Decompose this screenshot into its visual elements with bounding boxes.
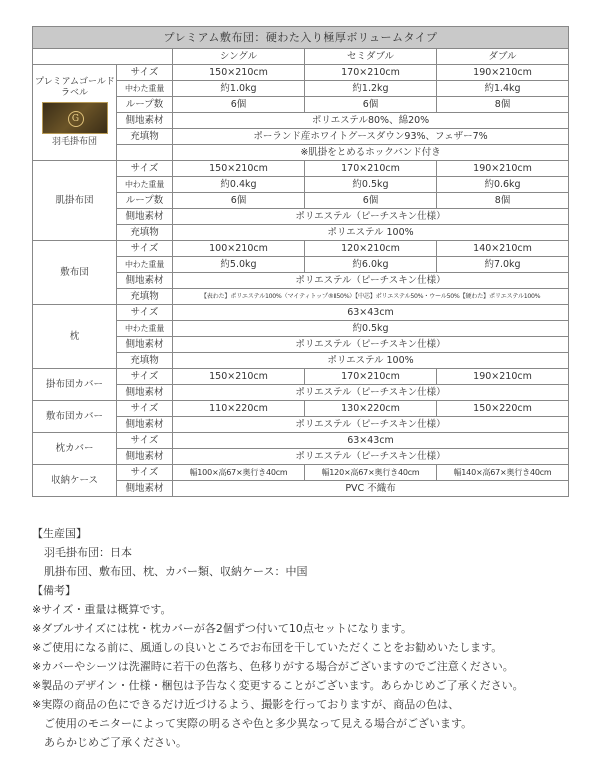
- cell-value: 170×210cm: [305, 65, 437, 81]
- cell-value: ポリエステル（ピーチスキン仕様）: [173, 417, 569, 433]
- size-header-semidouble: セミダブル: [305, 49, 437, 65]
- row-label: 側地素材: [117, 209, 173, 225]
- cell-value: 150×210cm: [173, 369, 305, 385]
- table-row: [33, 465, 569, 481]
- cell-value: PVC 不織布: [173, 481, 569, 497]
- origin-line: 肌掛布団、敷布団、枕、カバー類、収納ケース：中国: [44, 565, 308, 578]
- category-name-line3: 羽毛掛布団: [51, 137, 97, 147]
- remarks-heading: 【備考】: [32, 584, 76, 597]
- cell-value: 170×210cm: [305, 369, 437, 385]
- category-makuracover: 枕カバー: [33, 433, 117, 465]
- cell-value: 190×210cm: [437, 161, 569, 177]
- cell-value: 130×220cm: [305, 401, 437, 417]
- cell-value: 63×43cm: [173, 433, 569, 449]
- row-label: サイズ: [117, 465, 173, 481]
- cell-value: 約1.2kg: [305, 81, 437, 97]
- table-row: [33, 241, 569, 257]
- size-header-double: ダブル: [437, 49, 569, 65]
- size-header-single: シングル: [173, 49, 305, 65]
- cell-value: 8個: [437, 97, 569, 113]
- row-label: 中わた重量: [117, 257, 173, 273]
- row-label: ループ数: [117, 193, 173, 209]
- row-label: 充填物: [117, 129, 173, 145]
- row-label: 側地素材: [117, 273, 173, 289]
- row-label: サイズ: [117, 433, 173, 449]
- cell-value: 6個: [305, 97, 437, 113]
- cell-value: 120×210cm: [305, 241, 437, 257]
- category-kakecover: 掛布団カバー: [33, 369, 117, 401]
- cell-value: ポリエステル80%、綿20%: [173, 113, 569, 129]
- remark-continuation: あらかじめご了承ください。: [44, 736, 187, 749]
- table-row: [33, 305, 569, 321]
- row-label: 側地素材: [117, 449, 173, 465]
- row-label: 中わた重量: [117, 81, 173, 97]
- cell-value: 6個: [173, 193, 305, 209]
- category-shikibuton: 敷布団: [33, 241, 117, 305]
- cell-value: 100×210cm: [173, 241, 305, 257]
- cell-value: 約0.5kg: [305, 177, 437, 193]
- table-title-row: [33, 27, 569, 49]
- cell-value: 【表わた】ポリエステル100%（マイティトップ®Ⅱ50%）【中芯】ポリエステル50%・ウール50%【硬わた】ポリエステル100%: [173, 289, 569, 305]
- cell-value: 6個: [305, 193, 437, 209]
- category-name-line2: ラベル: [60, 88, 88, 98]
- row-label: サイズ: [117, 241, 173, 257]
- cell-value: 140×210cm: [437, 241, 569, 257]
- cell-value: 170×210cm: [305, 161, 437, 177]
- cell-value: 幅140×高67×奥行き40cm: [437, 465, 569, 481]
- row-label: 側地素材: [117, 417, 173, 433]
- cell-value: 約0.6kg: [437, 177, 569, 193]
- remark-item: ※実際の商品の色にできるだけ近づけるよう、撮影を行っておりますが、商品の色は、: [32, 698, 460, 711]
- row-label: 側地素材: [117, 481, 173, 497]
- table-row: [33, 65, 569, 81]
- row-label: サイズ: [117, 369, 173, 385]
- cell-value: 110×220cm: [173, 401, 305, 417]
- row-label: サイズ: [117, 401, 173, 417]
- origin-heading: 【生産国】: [32, 527, 87, 540]
- cell-value: ポリエステル（ピーチスキン仕様）: [173, 273, 569, 289]
- cell-value: ポリエステル（ピーチスキン仕様）: [173, 449, 569, 465]
- header-corner: [33, 49, 173, 65]
- remark-item: ※サイズ・重量は概算です。: [32, 603, 172, 616]
- table-row: [33, 433, 569, 449]
- category-storage: 収納ケース: [33, 465, 117, 497]
- cell-value: 63×43cm: [173, 305, 569, 321]
- cell-value: 約5.0kg: [173, 257, 305, 273]
- cell-value: ポリエステル 100%: [173, 225, 569, 241]
- notes-section: [32, 524, 592, 752]
- cell-value: 約6.0kg: [305, 257, 437, 273]
- cell-value: 幅100×高67×奥行き40cm: [173, 465, 305, 481]
- size-header-row: [33, 49, 569, 65]
- cell-value: 幅120×高67×奥行き40cm: [305, 465, 437, 481]
- cell-value: 6個: [173, 97, 305, 113]
- remark-item: ※ご使用になる前に、風通しの良いところでお布団を干していただくことをお勧めいたします。: [32, 641, 503, 654]
- remark-item: ※ダブルサイズには枕・枕カバーが各2個ずつ付いて10点セットになります。: [32, 622, 413, 635]
- row-label: 中わた重量: [117, 321, 173, 337]
- row-label: 側地素材: [117, 385, 173, 401]
- cell-value: ポリエステル（ピーチスキン仕様）: [173, 385, 569, 401]
- row-label: サイズ: [117, 65, 173, 81]
- cell-value: 8個: [437, 193, 569, 209]
- spec-table: [32, 26, 569, 497]
- remark-item: ※製品のデザイン・仕様・梱包は予告なく変更することがございます。あらかじめご了承ください。: [32, 679, 524, 692]
- cell-value: 約7.0kg: [437, 257, 569, 273]
- cell-value: 約0.4kg: [173, 177, 305, 193]
- row-label: 充填物: [117, 353, 173, 369]
- remark-continuation: ご使用のモニターによって実際の明るさや色と多少異なって見える場合がございます。: [44, 717, 473, 730]
- category-hadagake: 肌掛布団: [33, 161, 117, 241]
- cell-value: ポリエステル（ピーチスキン仕様）: [173, 209, 569, 225]
- row-label: 充填物: [117, 289, 173, 305]
- category-name-line1: プレミアムゴールド: [35, 77, 115, 87]
- cell-value: ポリエステル 100%: [173, 353, 569, 369]
- row-label: 充填物: [117, 225, 173, 241]
- cell-note: ※肌掛をとめるホックバンド付き: [173, 145, 569, 161]
- cell-value: 190×210cm: [437, 65, 569, 81]
- origin-line: 羽毛掛布団：日本: [44, 546, 132, 559]
- cell-value: ポリエステル（ピーチスキン仕様）: [173, 337, 569, 353]
- cell-value: 190×210cm: [437, 369, 569, 385]
- row-label: 側地素材: [117, 113, 173, 129]
- cell-value: 150×210cm: [173, 161, 305, 177]
- table-row: [33, 401, 569, 417]
- cell-value: 150×210cm: [173, 65, 305, 81]
- category-makura: 枕: [33, 305, 117, 369]
- gold-label-emblem-icon: G: [42, 102, 108, 134]
- category-kakebuton: [33, 65, 117, 161]
- table-row: [33, 369, 569, 385]
- cell-value: 150×220cm: [437, 401, 569, 417]
- remark-item: ※カバーやシーツは洗濯時に若干の色落ち、色移りがする場合がございますのでご注意ください。: [32, 660, 514, 673]
- category-shikicover: 敷布団カバー: [33, 401, 117, 433]
- table-title: プレミアム敷布団：硬わた入り極厚ボリュームタイプ: [33, 27, 569, 49]
- cell-value: 約1.4kg: [437, 81, 569, 97]
- row-label: ループ数: [117, 97, 173, 113]
- row-label-empty: [117, 145, 173, 161]
- cell-value: 約1.0kg: [173, 81, 305, 97]
- table-row: [33, 161, 569, 177]
- cell-value: 約0.5kg: [173, 321, 569, 337]
- row-label: 側地素材: [117, 337, 173, 353]
- row-label: サイズ: [117, 161, 173, 177]
- row-label: 中わた重量: [117, 177, 173, 193]
- cell-value: ポーランド産ホワイトグースダウン93%、フェザー7%: [173, 129, 569, 145]
- row-label: サイズ: [117, 305, 173, 321]
